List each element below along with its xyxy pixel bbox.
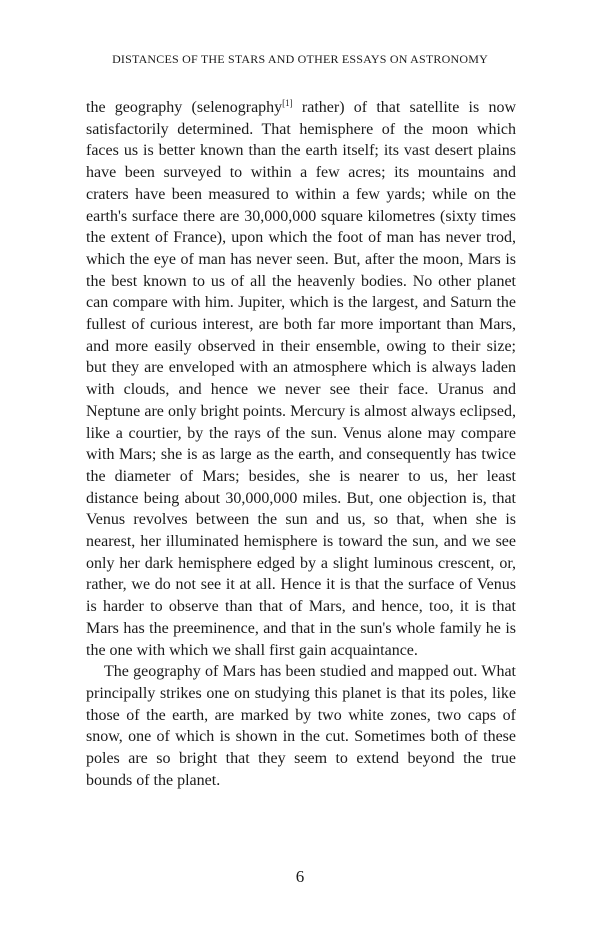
paragraph-2: The geography of Mars has been studied and mapped out. What principally strikes one on studying this planet is that its poles, like those of the earth, are marked by two white zones, two caps of snow, one of which is shown in the cut. Sometimes both of these poles are so bright that they seem to extend beyond the true bounds of the planet. bbox=[86, 663, 516, 789]
paragraph-1 bbox=[86, 97, 516, 661]
footnote-reference[interactable]: [1] bbox=[282, 98, 293, 108]
paragraph-1-part-2: rather) of that satellite is now satisfactorily determined. That hemisphere of the moon which faces us is better known than the earth itself; its vast desert plains have been surveyed to within a few acres; its mountains and craters have been measured to within a few yards; while on the earth's surface there are 30,000,000 square kilometres (sixty times the extent of France), upon which the foot of man has never trod, which the eye of man has never seen. But, after the moon, Mars is the best known to us of all the heavenly bodies. No other planet can compare with him. Jupiter, which is the largest, and Saturn the fullest of curious interest, are both far more important than Mars, and more easily observed in their ensemble, owing to their size; but they are enveloped with an atmosphere which is always laden with clouds, and hence we never see their face. Uranus and Neptune are only bright points. Mercury is almost always eclipsed, like a courtier, by the rays of the sun. Venus alone may compare with Mars; she is as large as the earth, and consequently has twice the diameter of Mars; besides, she is nearer to us, her least distance being about 30,000,000 miles. But, one objection is, that Venus revolves between the sun and us, so that, when she is nearest, her illuminated hemisphere is toward the sun, and we see only her dark hemisphere edged by a slight luminous crescent, or, rather, we do not see it at all. Hence it is that the surface of Venus is harder to observe than that of Mars, and hence, too, it is that Mars has the preeminence, and that in the sun's whole family he is the one with which we shall first gain acquaintance. bbox=[86, 99, 516, 659]
body-text bbox=[86, 97, 516, 792]
paragraph-1-part-1: the geography (selenography bbox=[86, 99, 283, 116]
page-number: 6 bbox=[295, 867, 305, 886]
running-head: DISTANCES OF THE STARS AND OTHER ESSAYS ON ASTRONOMY bbox=[112, 52, 488, 66]
